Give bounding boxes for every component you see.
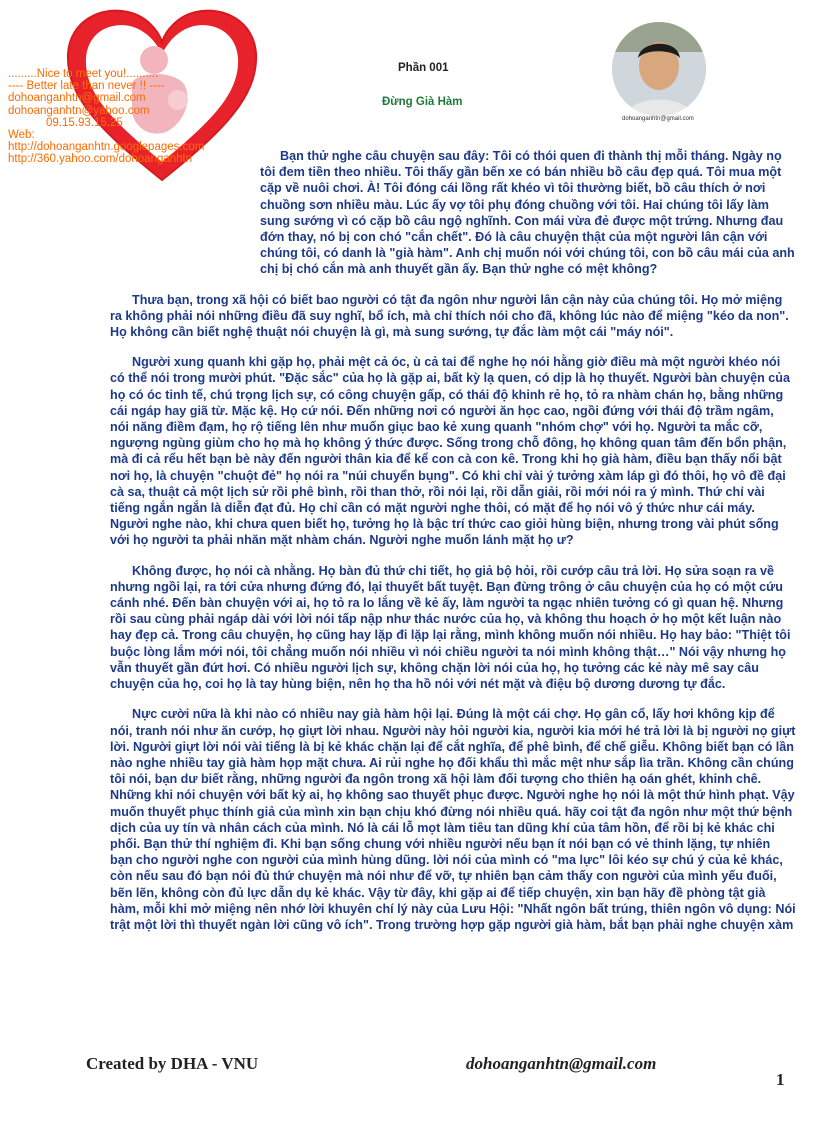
web-label: Web:	[8, 129, 35, 142]
googlepages-link[interactable]: http://dohoanganhtn.googlepages.com	[8, 141, 205, 154]
footer-credit: Created by DHA - VNU	[86, 1054, 259, 1073]
page-number: 1	[776, 1070, 785, 1089]
footer-email: dohoanganhtn@gmail.com	[466, 1054, 657, 1073]
avatar	[612, 22, 706, 116]
yahoo360-link[interactable]: http://360.yahoo.com/dohoanganhtn	[8, 153, 193, 166]
article-title: Đừng Già Hàm	[382, 96, 463, 108]
motto-line: ---- Better late than never !! ----	[8, 80, 165, 93]
paragraph: Người xung quanh khi gặp họ, phải mệt cả óc, ù cả tai để nghe họ nói hằng giờ điều mà một người khéo nói có thể nói trong mười phút. "Đặc sắc" của họ là gặp ai, bất kỳ lạ quen, có dịp là họ thuyết. Người bàn chuyện của họ có óc tinh tế, chú trọng lịch sự, có công chuyện gấp, có thái độ khinh rẻ họ, tỏ ra nhàm chán họ, bằng những cái ngáp hay giã từ. Mặc kệ. Họ cứ nói. Đến những nơi có người ăn học cao, ngồi đứng với thái độ trầm ngâm, nói năng điềm đạm, họ rộ tiếng lên như muốn giục bao kẻ xung quanh "nhóm chợ" với họ. Người ta mắc cỡ, ngượng ngùng giùm cho họ mà họ không ý thức được. Sống trong chỗ đông, họ không quan tâm đến bổn phận, mà đi cả rểu hết bạn bè này đến người thân kia để kể con cà con kê. Trong khi họ già hàm, điều bạn thấy nổi bật nơi họ, là chuyện "chuột đẻ" họ nói ra "núi chuyển bụng". Có khi chỉ vài ý tưởng xàm láp gì đó thôi, họ vô đề đại cà sa, thuật cả một lịch sử rồi phê bình, rồi than thở, rồi nói lại, rồi dẫn giải, rồi mới nói ra ý mình. Thứ chỉ vài tiếng ngắn ngắn là diễn đạt đủ. Họ chỉ cần có mặt người nghe thôi, có mặt để họ nói vô ý thức như cái máy. Người nghe nào, khi chưa quen biết họ, tưởng họ là bậc trí thức cao giỏi hùng biện, nhưng trong vài phút sống với họ người ta phải nhăn mặt nhàm chán. Người nghe muốn lánh mặt họ ư?	[110, 355, 790, 548]
article-body	[110, 148, 796, 947]
greeting-line: .........Nice to meet you!..........	[8, 68, 159, 80]
phone-number: 09.15.93.15.25	[46, 116, 123, 129]
gmail-address[interactable]: dohoanganhtn@gmail.com	[8, 92, 146, 105]
part-title: Phần 001	[398, 62, 449, 74]
paragraph: Không được, họ nói cà nhằng. Họ bàn đủ thứ chi tiết, họ giả bộ hỏi, rồi cướp câu trả lời. Họ sửa soạn ra về nhưng ngồi lại, ra tới cửa nhưng đứng đó, lại thuyết bất tuyệt. Bạn đừng trông ở câu chuyện của họ có một cứu cánh nhé. Đến bàn chuyện với ai, họ tỏ ra lo lắng về kẻ ấy, làm người ta ngạc nhiên tưởng có gì quan hệ. Nhưng rồi sau cùng phải ngáp dài với lời nói tấp nập như thác nước của họ, và không thu hoạch ở họ một kết luận nào hay đẹp cả. Trong câu chuyện, họ cũng hay lặp đi lặp lại rằng, mình không muốn nói nhiều. Họ hay bảo: "Thiệt tôi buộc lòng lắm mới nói, tôi chẳng muốn nói nhiều vì nói chiều người ta nói mình không thật…" Nói vậy nhưng họ vẫn thuyết gần đứt hơi. Có nhiều người lịch sự, không chặn lời nói của họ, họ tưởng các kẻ này mê say câu chuyện của họ, coi họ là tay hùng biện, nên họ tha hồ nói với nét mặt và điệu bộ dương dương tự đắc.	[110, 563, 791, 692]
paragraph: Bạn thử nghe câu chuyện sau đây: Tôi có thói quen đi thành thị mỗi tháng. Ngày nọ tôi đem tiền theo nhiều. Tôi thấy gần bến xe có bán nhiều bồ câu đẹp quá. Tôi mua một cặp về nuôi chơi. À! Tôi đóng cái lồng rất khéo vì tôi thường biết, bồ câu thích ở nơi chuồng sơn nhiều màu. Lúc ấy vợ tôi phụ đóng chuồng với tôi. Hai chúng tôi lấy làm sung sướng vì có cặp bồ câu ngộ nghĩnh. Con mái vừa đẻ được một trứng. Nhưng đau đớn thay, nó bị con chó "cắn chết". Đó là câu chuyện thật của một người lân cận với chúng tôi, có danh là "già hàm". Anh chị muốn nói với chúng tôi, con bồ câu mái của anh chị bị chó cắn mà anh thuyết gần ấy. Bạn thử nghe có mệt không?	[260, 149, 795, 277]
avatar-caption: dohoanganhtn@gmail.com	[622, 116, 694, 122]
paragraph: Thưa bạn, trong xã hội có biết bao người có tật đa ngôn như người lân cận này của chúng tôi. Họ mở miệng ra không phải nói những điều đã suy nghĩ, bổ ích, mà chỉ thích nói cho đã, không lúc nào để miệng "kéo da non". Họ không cần biết nghệ thuật nói chuyện là gì, mà sung sướng, tự đắc làm một cái "máy nói".	[110, 292, 789, 340]
yahoo-address[interactable]: dohoanganhtn@yahoo.com	[8, 104, 150, 117]
paragraph: Nực cười nữa là khi nào có nhiều nay già hàm hội lại. Đúng là một cái chợ. Họ gân cổ, lấy hơi không kịp để nói, tranh nói như ăn cướp, họ giựt lời nhau. Người này hỏi người kia, người kia mới hé trả lời là bị người nọ giựt lời. Người giựt lời nói vài tiếng là bị kẻ khác chặn lại để cắt nghĩa, để phê bình, để chế giễu. Không biết bạn có lần nào nghe nhiều tay già hàm họp mặt chưa. Ai rủi nghe họ đối khẩu thì mắc mệt như sắp lìa trần. Không cần chúng tôi nói, bạn dư biết rằng, những người đa ngôn trong xã hội làm đối tượng cho thiên hạ oán ghét, khinh chê. Những khi nói chuyện với bất kỳ ai, họ không sao thuyết phục được. Người nghe họ nói là một thứ hình phạt. Vậy muốn thuyết phục thính giả của mình xin bạn chịu khó đừng nói nhiều quá. hãy coi tật đa ngôn như một thứ bệnh dịch của uy tín và nhân cách của mình. Nó là cái lỗ mọt làm tiêu tan dũng khí của tâm hồn, để rồi bị kẻ khác chi phối. Bạn thử thí nghiệm đi. Khi bạn sống chung với nhiều người nếu bạn ít nói bạn có vẻ thinh lặng, tự nhiên bạn cho người nghe con người của mình hùng dũng. lời nói của mình có "ma lực" lôi kéo sự chú ý của kẻ khác, còn nếu sau đó bạn nói đủ thứ chuyện mà nói như để vỡ, tự nhiên bạn cảm thấy con người của mình yếu đuối, bẽn lẽn, không còn đủ lực dẫn dụ kẻ khác. Vậy từ đây, khi gặp ai để tiếp chuyện, xin bạn hãy đề phòng tật già hàm, mỗi khi mở miệng nên nhớ lời khuyên chí lý này của Lưu Hội: "Nhất ngôn bất trúng, thiên ngôn vô dụng: Nói trật một lời thì thuyết ngàn lời cũng vô ích". Trong trường hợp gặp người già hàm, bắt bạn phải nghe chuyện xàm	[110, 707, 796, 932]
